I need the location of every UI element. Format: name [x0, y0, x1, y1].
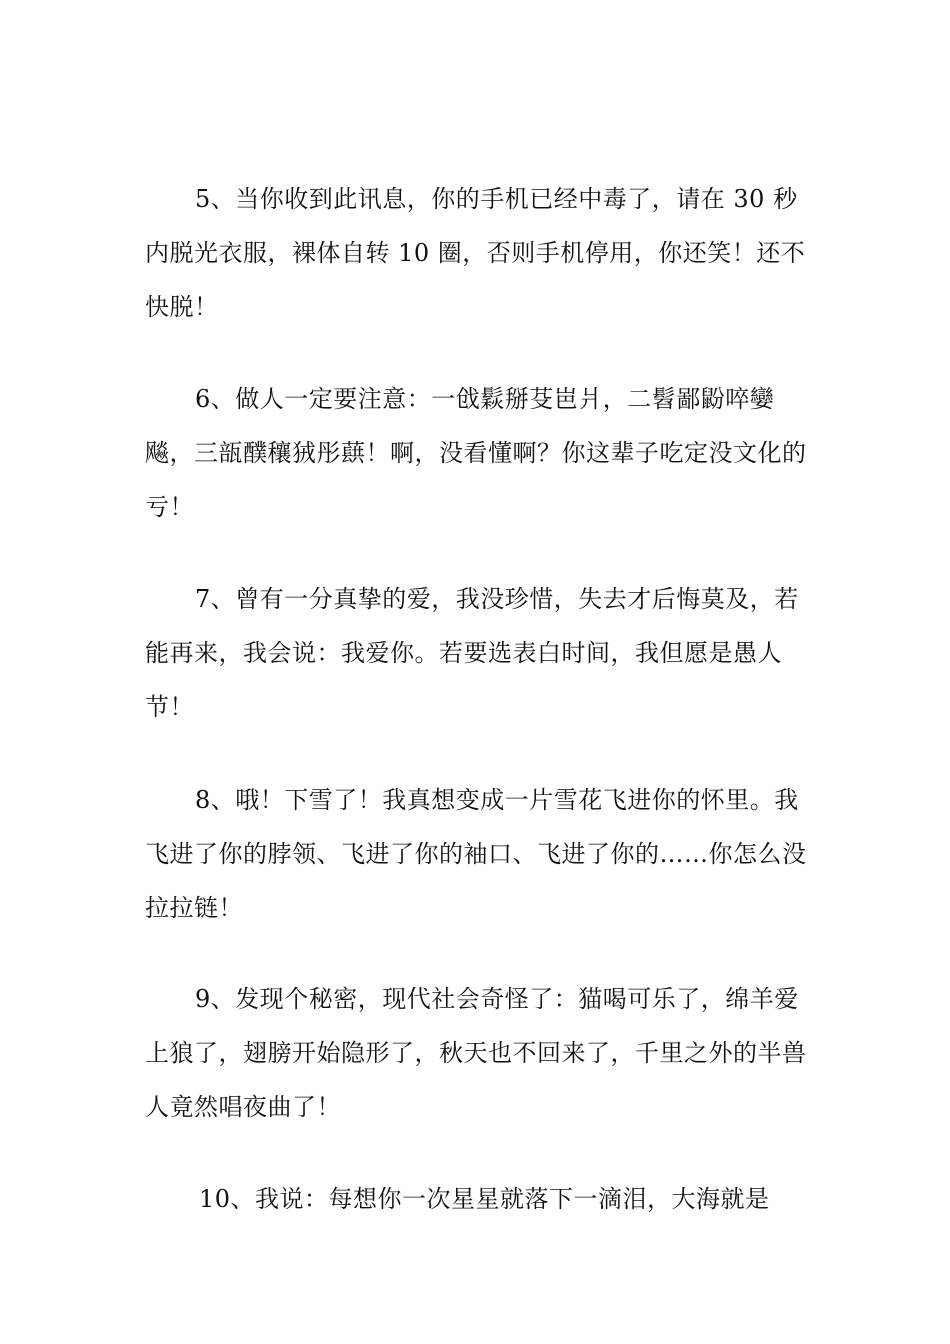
paragraph-10: 10、我说：每想你一次星星就落下一滴泪，大海就是: [199, 1185, 770, 1213]
paragraph-6: 6、做人一定要注意：一戗鬏掰芟岜爿，二髫鄙鼢啐孌飚，三瓿醭穰狨彤蕻！啊，没看懂啊？你这辈子吃定没文化的亏！: [145, 385, 807, 521]
paragraph-8: 8、哦！下雪了！我真想变成一片雪花飞进你的怀里。我飞进了你的脖领、飞进了你的袖口、飞进了你的……你怎么没拉拉链！: [145, 786, 807, 922]
paragraph-9: 9、发现个秘密，现代社会奇怪了：猫喝可乐了，绵羊爱上狼了，翅膀开始隐形了，秋天也不回来了，千里之外的半兽人竟然唱夜曲了！: [145, 985, 807, 1121]
paragraph-5: 5、当你收到此讯息，你的手机已经中毒了，请在 30 秒内脱光衣服，裸体自转 10 圈，否则手机停用，你还笑！还不快脱！: [145, 185, 806, 321]
paragraph-7: 7、曾有一分真挚的爱，我没珍惜，失去才后悔莫及，若能再来，我会说：我爱你。若要选表白时间，我但愿是愚人节！: [145, 585, 799, 721]
